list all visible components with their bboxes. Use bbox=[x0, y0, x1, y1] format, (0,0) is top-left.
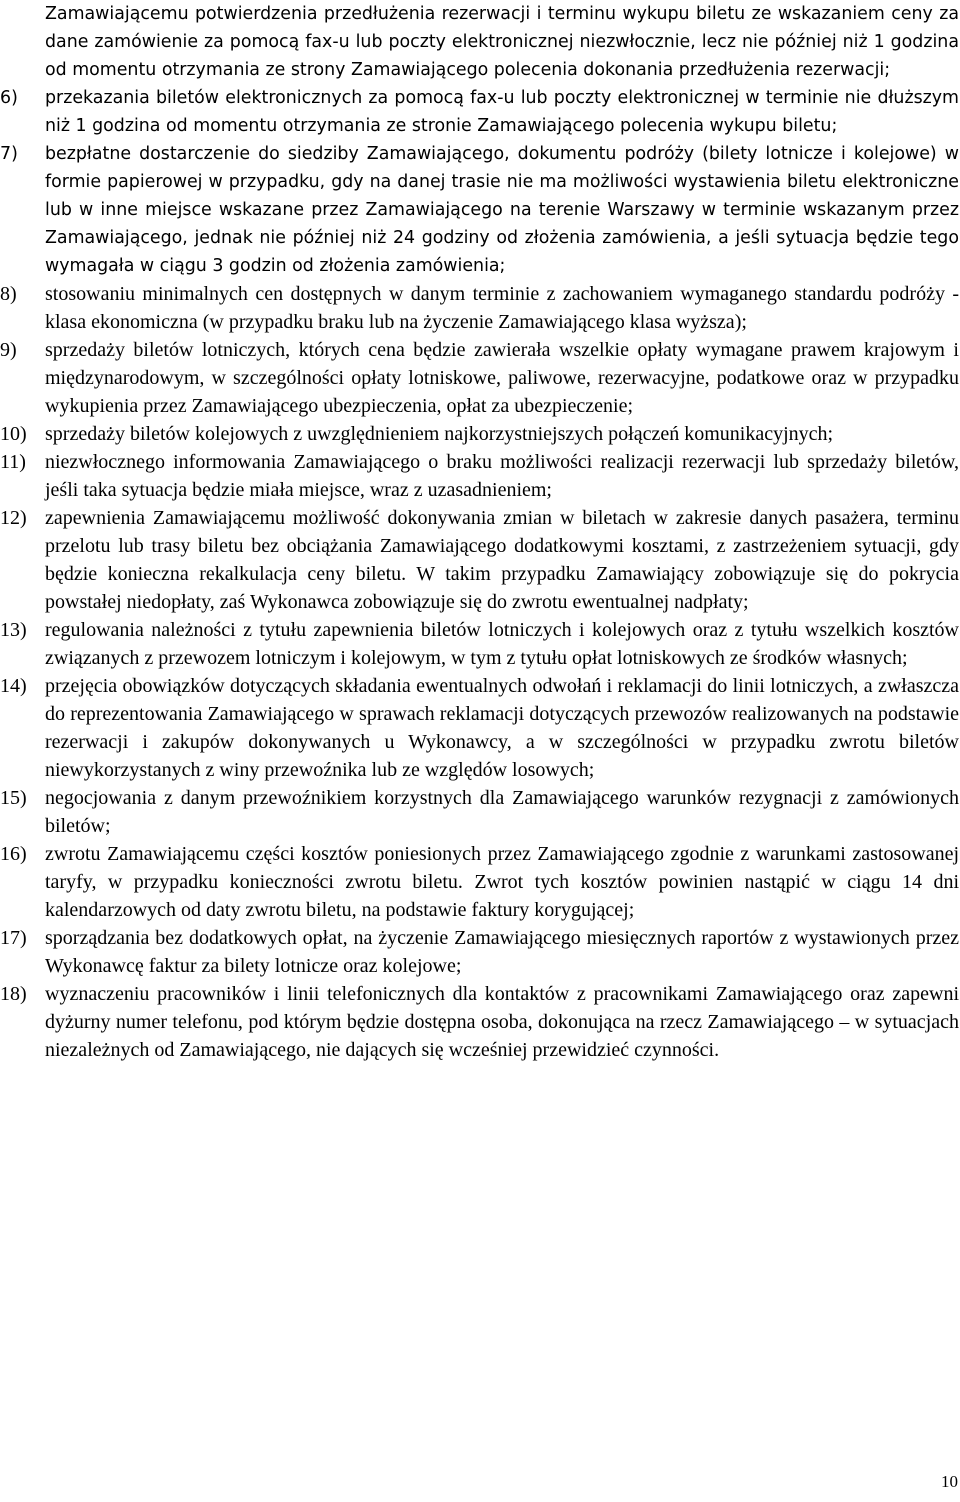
list-item-text: przejęcia obowiązków dotyczących składania ewentualnych odwołań i reklamacji do linii lotniczych, a zwłaszcza do reprezentowania Zamawiającego w sprawach reklamacji dotyczących przewozów realizowanych na podstawie rezerwacji i zakupów dokonywanych u Wykonawcy, a w szczególności w przypadku zwrotu biletów niewykorzystanych z winy przewoźnika lub ze względów losowych; bbox=[45, 675, 959, 781]
list-item-text: sporządzania bez dodatkowych opłat, na życzenie Zamawiającego miesięcznych raportów z wystawionych przez Wykonawcę faktur za bilety lotnicze oraz kolejowe; bbox=[45, 927, 959, 977]
list-item-number: 17) bbox=[0, 927, 27, 949]
list-item-15 bbox=[0, 784, 959, 840]
list-item-number: 10) bbox=[0, 423, 27, 445]
continuation-paragraph: Zamawiającemu potwierdzenia przedłużenia rezerwacji i terminu wykupu biletu ze wskazaniem ceny za dane zamówienie za pomocą fax-u lub poczty elektronicznej niezwłocznie, lecz nie później niż 1 godzina od momentu otrzymania ze strony Zamawiającego polecenia dokonania przedłużenia rezerwacji; bbox=[45, 4, 959, 80]
list-item-18 bbox=[0, 980, 959, 1064]
list-item-14 bbox=[0, 672, 959, 784]
page-number: 10 bbox=[941, 1472, 958, 1491]
list-item-6 bbox=[0, 84, 959, 140]
list-item-number: 12) bbox=[0, 507, 27, 529]
list-item-number: 8) bbox=[0, 283, 17, 305]
list-item-text: negocjowania z danym przewoźnikiem korzystnych dla Zamawiającego warunków rezygnacji z zamówionych biletów; bbox=[45, 787, 959, 837]
list-item-number: 9) bbox=[0, 339, 17, 361]
list-item-number: 11) bbox=[0, 451, 26, 473]
list-item-text: niezwłocznego informowania Zamawiającego o braku możliwości realizacji rezerwacji lub sprzedaży biletów, jeśli taka sytuacja będzie miała miejsce, wraz z uzasadnieniem; bbox=[45, 451, 959, 501]
list-item-7 bbox=[0, 140, 959, 280]
list-item-number: 7) bbox=[0, 144, 18, 164]
list-item-text: regulowania należności z tytułu zapewnienia biletów lotniczych i kolejowych oraz z tytułu wszelkich kosztów związanych z przewozem lotniczym i kolejowym, w tym z tytułu opłat lotniskowych ze środków własnych; bbox=[45, 619, 959, 669]
list-item-text: bezpłatne dostarczenie do siedziby Zamawiającego, dokumentu podróży (bilety lotnicze i kolejowe) w formie papierowej w przypadku, gdy na danej trasie nie ma możliwości wystawienia biletu elektroniczne lub w inne miejsce wskazane przez Zamawiającego na terenie Warszawy w terminie wskazanym przez Zamawiającego, jednak nie później niż 24 godziny od złożenia zamówienia, a jeśli sytuacja będzie tego wymagała w ciągu 3 godzin od złożenia zamówienia; bbox=[45, 144, 959, 276]
list-item-number: 15) bbox=[0, 787, 27, 809]
list-item-9 bbox=[0, 336, 959, 420]
list-item-16 bbox=[0, 840, 959, 924]
list-item-17 bbox=[0, 924, 959, 980]
list-item-13 bbox=[0, 616, 959, 672]
list-item-text: sprzedaży biletów kolejowych z uwzględnieniem najkorzystniejszych połączeń komunikacyjnych; bbox=[45, 423, 834, 445]
list-item-text: sprzedaży biletów lotniczych, których cena będzie zawierała wszelkie opłaty wymagane prawem krajowym i międzynarodowym, w szczególności opłaty lotniskowe, paliwowe, rezerwacyjne, podatkowe oraz w przypadku wykupienia przez Zamawiającego ubezpieczenia, opłat za ubezpieczenie; bbox=[45, 339, 959, 417]
list-item-10 bbox=[0, 420, 959, 448]
list-item-number: 18) bbox=[0, 983, 27, 1005]
list-item-text: stosowaniu minimalnych cen dostępnych w danym terminie z zachowaniem wymaganego standardu podróży - klasa ekonomiczna (w przypadku braku lub na życzenie Zamawiającego klasa wyższa); bbox=[45, 283, 959, 333]
list-item-number: 14) bbox=[0, 675, 27, 697]
list-item-8 bbox=[0, 280, 959, 336]
list-item-text: wyznaczeniu pracowników i linii telefonicznych dla kontaktów z pracownikami Zamawiającego oraz zapewni dyżurny numer telefonu, pod którym będzie dostępna osoba, dokonująca na rzecz Zamawiającego – w sytuacjach niezależnych od Zamawiającego, nie dających się wcześniej przewidzieć czynności. bbox=[45, 983, 959, 1061]
list-item-number: 13) bbox=[0, 619, 27, 641]
list-item-number: 16) bbox=[0, 843, 27, 865]
list-item-text: zwrotu Zamawiającemu części kosztów poniesionych przez Zamawiającego zgodnie z warunkami zastosowanej taryfy, w przypadku konieczności zwrotu biletu. Zwrot tych kosztów powinien nastąpić w ciągu 14 dni kalendarzowych od daty zwrotu biletu, na podstawie faktury korygującej; bbox=[45, 843, 959, 921]
list-item-text: przekazania biletów elektronicznych za pomocą fax-u lub poczty elektronicznej w terminie nie dłuższym niż 1 godzina od momentu otrzymania ze stronie Zamawiającego polecenia wykupu biletu; bbox=[45, 88, 959, 136]
list-item-number: 6) bbox=[0, 88, 18, 108]
list-item-11 bbox=[0, 448, 959, 504]
list-item-12 bbox=[0, 504, 959, 616]
list-item-text: zapewnienia Zamawiającemu możliwość dokonywania zmian w biletach w zakresie danych pasażera, terminu przelotu lub trasy biletu bez obciążania Zamawiającego dodatkowymi kosztami, z zastrzeżeniem sytuacji, gdy będzie konieczna rekalkulacja ceny biletu. W takim przypadku Zamawiający zobowiązuje się do pokrycia powstałej niedopłaty, zaś Wykonawca zobowiązuje się do zwrotu ewentualnej nadpłaty; bbox=[45, 507, 959, 613]
